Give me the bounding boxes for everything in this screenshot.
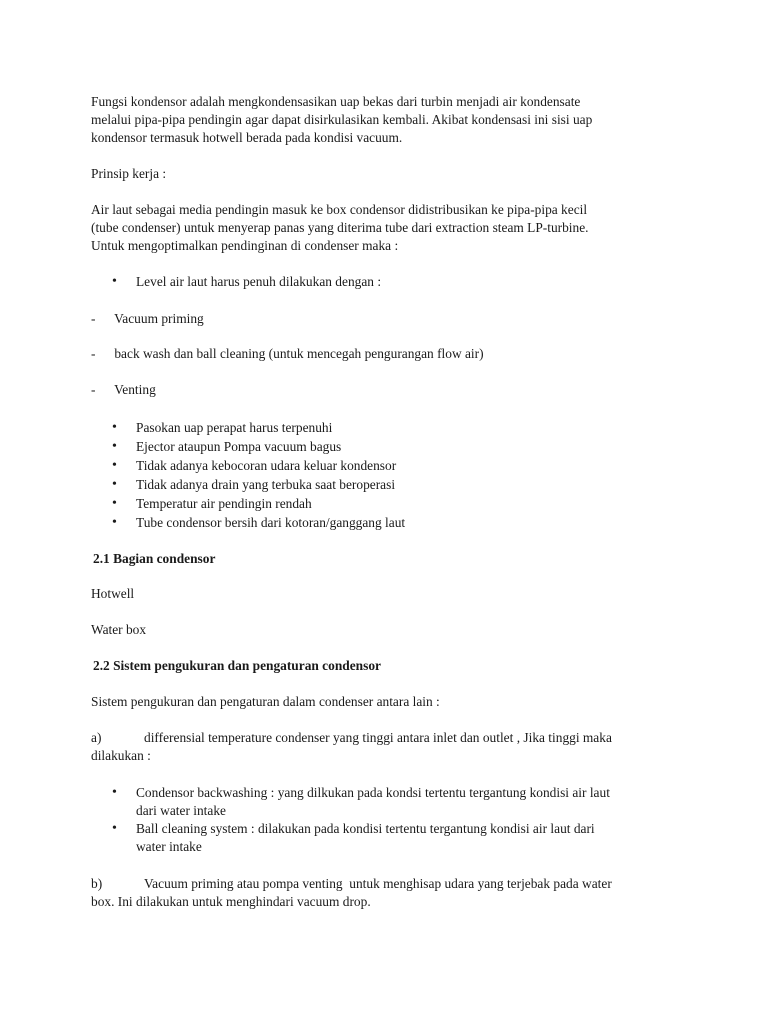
dash-item-text: Venting (114, 382, 156, 397)
list-item: • Pasokan uap perapat harus terpenuhi (112, 418, 682, 437)
list-item-line: dari water intake (136, 803, 226, 818)
section-heading-2-2: 2.2 Sistem pengukuran dan pengaturan condensor (93, 658, 381, 673)
item-b-text: box. Ini dilakukan untuk menghindari vacuum drop. (91, 894, 371, 909)
list-item-line: water intake (136, 839, 202, 854)
requirements-bullet-list (112, 418, 682, 532)
list-item: • Tube condensor bersih dari kotoran/ganggang laut (112, 513, 682, 532)
level-bullet-list (112, 273, 682, 291)
dash-item-text: back wash dan ball cleaning (untuk mencegah pengurangan flow air) (114, 346, 484, 361)
prinsip-line: Untuk mengoptimalkan pendinginan di condenser maka : (91, 238, 399, 253)
dash-item-vacuum-priming (91, 310, 204, 328)
item-b (91, 875, 681, 911)
list-item: • Temperatur air pendingin rendah (112, 494, 682, 513)
item-a-bullet-list (112, 784, 682, 856)
list-item-line: Condensor backwashing : yang dilkukan pada kondsi tertentu tergantung kondisi air laut (136, 785, 610, 800)
item-b-text: Vacuum priming atau pompa venting untuk menghisap udara yang terjebak pada water (144, 876, 612, 891)
intro-line: kondensor termasuk hotwell berada pada kondisi vacuum. (91, 130, 403, 145)
dash-marker: - (91, 382, 96, 397)
item-a-label: a) (91, 730, 102, 745)
item-a-text: differensial temperature condenser yang tinggi antara inlet dan outlet , Jika tinggi maka (144, 730, 612, 745)
list-item-line: Ball cleaning system : dilakukan pada kondisi tertentu tergantung kondisi air laut dari (136, 821, 595, 836)
prinsip-line: (tube condenser) untuk menyerap panas yang diterima tube dari extraction steam LP-turbine. (91, 220, 589, 235)
dash-item-text: Vacuum priming (114, 311, 204, 326)
list-item: • Ejector ataupun Pompa vacuum bagus (112, 437, 682, 456)
prinsip-paragraph (91, 201, 681, 255)
list-item: • Tidak adanya drain yang terbuka saat beroperasi (112, 475, 682, 494)
dash-marker: - (91, 311, 96, 326)
intro-paragraph (91, 93, 681, 147)
list-item: • Tidak adanya kebocoran udara keluar kondensor (112, 456, 682, 475)
dash-item-back-wash (91, 345, 484, 363)
section-2-2-intro: Sistem pengukuran dan pengaturan dalam condenser antara lain : (91, 694, 440, 709)
prinsip-line: Air laut sebagai media pendingin masuk ke box condensor didistribusikan ke pipa-pipa kecil (91, 202, 588, 217)
list-item: • Level air laut harus penuh dilakukan dengan : (112, 273, 682, 291)
intro-line: melalui pipa-pipa pendingin agar dapat disirkulasikan kembali. Akibat kondensasi ini sisi uap (91, 112, 593, 127)
section-2-1-item-hotwell: Hotwell (91, 586, 135, 601)
item-a (91, 729, 681, 765)
list-item (112, 784, 682, 820)
section-heading-2-1: 2.1 Bagian condensor (93, 551, 216, 566)
dash-item-venting (91, 381, 156, 399)
list-item (112, 820, 682, 856)
prinsip-heading: Prinsip kerja : (91, 166, 167, 181)
section-2-1-item-water-box: Water box (91, 622, 147, 637)
item-a-text: dilakukan : (91, 748, 151, 763)
item-b-label: b) (91, 876, 103, 891)
dash-marker: - (91, 346, 96, 361)
intro-line: Fungsi kondensor adalah mengkondensasikan uap bekas dari turbin menjadi air kondensate (91, 94, 581, 109)
